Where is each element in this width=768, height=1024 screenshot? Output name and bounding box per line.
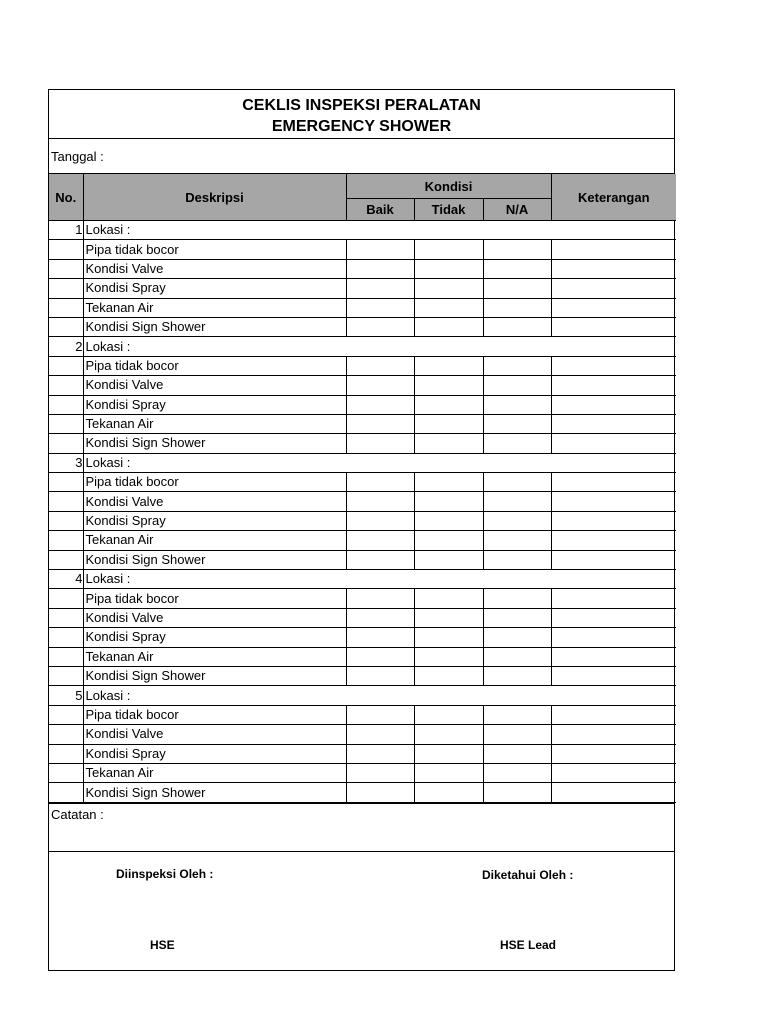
check-not-cell[interactable] bbox=[414, 298, 483, 317]
check-na-cell[interactable] bbox=[483, 763, 551, 782]
checklist-item-row bbox=[49, 589, 676, 608]
remarks-cell[interactable] bbox=[551, 511, 676, 530]
item-description: Kondisi Sign Shower bbox=[83, 434, 346, 453]
check-na-cell[interactable] bbox=[483, 725, 551, 744]
empty-number-cell bbox=[49, 531, 83, 550]
item-description: Tekanan Air bbox=[83, 763, 346, 782]
form-title bbox=[49, 90, 674, 139]
check-na-cell[interactable] bbox=[483, 647, 551, 666]
remarks-cell[interactable] bbox=[551, 434, 676, 453]
header-not: Tidak bbox=[414, 199, 483, 221]
check-good-cell[interactable] bbox=[346, 763, 414, 782]
header-description: Deskripsi bbox=[83, 174, 346, 221]
checklist-item-row bbox=[49, 240, 676, 259]
checklist-item-row bbox=[49, 356, 676, 375]
header-no: No. bbox=[49, 174, 83, 221]
check-good-cell[interactable] bbox=[346, 279, 414, 298]
item-description: Kondisi Sign Shower bbox=[83, 317, 346, 336]
check-na-cell[interactable] bbox=[483, 666, 551, 685]
item-description: Tekanan Air bbox=[83, 531, 346, 550]
check-good-cell[interactable] bbox=[346, 725, 414, 744]
location-row bbox=[49, 221, 676, 240]
remarks-cell[interactable] bbox=[551, 279, 676, 298]
empty-number-cell bbox=[49, 783, 83, 802]
title-line-1: CEKLIS INSPEKSI PERALATAN bbox=[242, 97, 481, 114]
remarks-cell[interactable] bbox=[551, 763, 676, 782]
check-not-cell[interactable] bbox=[414, 705, 483, 724]
location-row bbox=[49, 337, 676, 356]
checklist-item-row bbox=[49, 628, 676, 647]
notes-label: Catatan : bbox=[51, 806, 104, 822]
inspection-form bbox=[48, 89, 675, 971]
remarks-cell[interactable] bbox=[551, 395, 676, 414]
group-number: 3 bbox=[49, 453, 83, 472]
empty-number-cell bbox=[49, 628, 83, 647]
header-condition: Kondisi bbox=[346, 174, 551, 199]
check-good-cell[interactable] bbox=[346, 298, 414, 317]
empty-number-cell bbox=[49, 666, 83, 685]
item-description: Pipa tidak bocor bbox=[83, 589, 346, 608]
item-description: Tekanan Air bbox=[83, 298, 346, 317]
empty-number-cell bbox=[49, 414, 83, 433]
remarks-cell[interactable] bbox=[551, 298, 676, 317]
group-number: 4 bbox=[49, 570, 83, 589]
location-field[interactable]: Lokasi : bbox=[83, 686, 676, 705]
check-good-cell[interactable] bbox=[346, 414, 414, 433]
check-good-cell[interactable] bbox=[346, 705, 414, 724]
checklist-item-row bbox=[49, 259, 676, 278]
check-na-cell[interactable] bbox=[483, 434, 551, 453]
check-na-cell[interactable] bbox=[483, 240, 551, 259]
check-good-cell[interactable] bbox=[346, 240, 414, 259]
check-good-cell[interactable] bbox=[346, 666, 414, 685]
checklist-item-row bbox=[49, 279, 676, 298]
check-good-cell[interactable] bbox=[346, 473, 414, 492]
check-not-cell[interactable] bbox=[414, 666, 483, 685]
check-na-cell[interactable] bbox=[483, 744, 551, 763]
empty-number-cell bbox=[49, 550, 83, 569]
notes-field[interactable] bbox=[49, 803, 674, 852]
check-good-cell[interactable] bbox=[346, 647, 414, 666]
check-na-cell[interactable] bbox=[483, 395, 551, 414]
acknowledged-by-label: Diketahui Oleh : bbox=[482, 867, 574, 882]
checklist-table bbox=[49, 174, 676, 803]
header-na: N/A bbox=[483, 199, 551, 221]
check-not-cell[interactable] bbox=[414, 240, 483, 259]
header-good: Baik bbox=[346, 199, 414, 221]
item-description: Kondisi Valve bbox=[83, 608, 346, 627]
item-description: Kondisi Spray bbox=[83, 744, 346, 763]
check-na-cell[interactable] bbox=[483, 376, 551, 395]
checklist-item-row bbox=[49, 783, 676, 802]
empty-number-cell bbox=[49, 279, 83, 298]
check-na-cell[interactable] bbox=[483, 608, 551, 627]
group-number: 2 bbox=[49, 337, 83, 356]
check-not-cell[interactable] bbox=[414, 744, 483, 763]
check-not-cell[interactable] bbox=[414, 531, 483, 550]
item-description: Pipa tidak bocor bbox=[83, 356, 346, 375]
item-description: Kondisi Spray bbox=[83, 628, 346, 647]
check-good-cell[interactable] bbox=[346, 744, 414, 763]
remarks-cell[interactable] bbox=[551, 376, 676, 395]
item-description: Tekanan Air bbox=[83, 414, 346, 433]
empty-number-cell bbox=[49, 763, 83, 782]
checklist-item-row bbox=[49, 725, 676, 744]
checklist-item-row bbox=[49, 763, 676, 782]
remarks-cell[interactable] bbox=[551, 550, 676, 569]
location-row bbox=[49, 570, 676, 589]
inspector-role: HSE bbox=[150, 937, 175, 952]
remarks-cell[interactable] bbox=[551, 705, 676, 724]
item-description: Kondisi Sign Shower bbox=[83, 550, 346, 569]
checklist-item-row bbox=[49, 531, 676, 550]
inspected-by-label: Diinspeksi Oleh : bbox=[116, 866, 214, 881]
item-description: Pipa tidak bocor bbox=[83, 473, 346, 492]
location-field[interactable]: Lokasi : bbox=[83, 570, 676, 589]
group-number: 1 bbox=[49, 221, 83, 240]
checklist-item-row bbox=[49, 511, 676, 530]
check-not-cell[interactable] bbox=[414, 395, 483, 414]
check-na-cell[interactable] bbox=[483, 492, 551, 511]
check-not-cell[interactable] bbox=[414, 414, 483, 433]
empty-number-cell bbox=[49, 492, 83, 511]
check-good-cell[interactable] bbox=[346, 628, 414, 647]
empty-number-cell bbox=[49, 589, 83, 608]
check-good-cell[interactable] bbox=[346, 783, 414, 802]
check-not-cell[interactable] bbox=[414, 763, 483, 782]
approver-role: HSE Lead bbox=[500, 937, 557, 952]
check-na-cell[interactable] bbox=[483, 317, 551, 336]
check-not-cell[interactable] bbox=[414, 725, 483, 744]
check-na-cell[interactable] bbox=[483, 531, 551, 550]
check-not-cell[interactable] bbox=[414, 376, 483, 395]
empty-number-cell bbox=[49, 434, 83, 453]
remarks-cell[interactable] bbox=[551, 647, 676, 666]
checklist-item-row bbox=[49, 298, 676, 317]
checklist-item-row bbox=[49, 414, 676, 433]
check-na-cell[interactable] bbox=[483, 705, 551, 724]
item-description: Kondisi Sign Shower bbox=[83, 783, 346, 802]
check-na-cell[interactable] bbox=[483, 298, 551, 317]
empty-number-cell bbox=[49, 317, 83, 336]
location-field[interactable]: Lokasi : bbox=[83, 337, 676, 356]
check-na-cell[interactable] bbox=[483, 511, 551, 530]
remarks-cell[interactable] bbox=[551, 666, 676, 685]
remarks-cell[interactable] bbox=[551, 414, 676, 433]
checklist-item-row bbox=[49, 395, 676, 414]
remarks-cell[interactable] bbox=[551, 744, 676, 763]
item-description: Kondisi Spray bbox=[83, 279, 346, 298]
signature-section bbox=[49, 852, 674, 970]
check-na-cell[interactable] bbox=[483, 259, 551, 278]
remarks-cell[interactable] bbox=[551, 259, 676, 278]
remarks-cell[interactable] bbox=[551, 531, 676, 550]
check-good-cell[interactable] bbox=[346, 434, 414, 453]
check-na-cell[interactable] bbox=[483, 783, 551, 802]
checklist-item-row bbox=[49, 705, 676, 724]
check-not-cell[interactable] bbox=[414, 608, 483, 627]
check-na-cell[interactable] bbox=[483, 589, 551, 608]
check-good-cell[interactable] bbox=[346, 395, 414, 414]
check-not-cell[interactable] bbox=[414, 259, 483, 278]
item-description: Kondisi Spray bbox=[83, 511, 346, 530]
check-not-cell[interactable] bbox=[414, 647, 483, 666]
item-description: Kondisi Valve bbox=[83, 492, 346, 511]
check-not-cell[interactable] bbox=[414, 473, 483, 492]
check-good-cell[interactable] bbox=[346, 589, 414, 608]
checklist-item-row bbox=[49, 317, 676, 336]
check-good-cell[interactable] bbox=[346, 531, 414, 550]
check-not-cell[interactable] bbox=[414, 317, 483, 336]
empty-number-cell bbox=[49, 725, 83, 744]
check-na-cell[interactable] bbox=[483, 414, 551, 433]
empty-number-cell bbox=[49, 744, 83, 763]
checklist-item-row bbox=[49, 550, 676, 569]
empty-number-cell bbox=[49, 376, 83, 395]
check-not-cell[interactable] bbox=[414, 356, 483, 375]
empty-number-cell bbox=[49, 473, 83, 492]
date-label: Tanggal : bbox=[51, 149, 104, 164]
remarks-cell[interactable] bbox=[551, 725, 676, 744]
check-na-cell[interactable] bbox=[483, 356, 551, 375]
check-not-cell[interactable] bbox=[414, 434, 483, 453]
remarks-cell[interactable] bbox=[551, 473, 676, 492]
checklist-item-row bbox=[49, 608, 676, 627]
check-good-cell[interactable] bbox=[346, 317, 414, 336]
checklist-item-row bbox=[49, 434, 676, 453]
remarks-cell[interactable] bbox=[551, 356, 676, 375]
check-na-cell[interactable] bbox=[483, 550, 551, 569]
check-good-cell[interactable] bbox=[346, 550, 414, 569]
item-description: Pipa tidak bocor bbox=[83, 705, 346, 724]
remarks-cell[interactable] bbox=[551, 608, 676, 627]
remarks-cell[interactable] bbox=[551, 589, 676, 608]
checklist-item-row bbox=[49, 492, 676, 511]
empty-number-cell bbox=[49, 240, 83, 259]
empty-number-cell bbox=[49, 356, 83, 375]
check-not-cell[interactable] bbox=[414, 783, 483, 802]
check-na-cell[interactable] bbox=[483, 279, 551, 298]
empty-number-cell bbox=[49, 608, 83, 627]
location-field[interactable]: Lokasi : bbox=[83, 221, 676, 240]
check-good-cell[interactable] bbox=[346, 259, 414, 278]
checklist-item-row bbox=[49, 744, 676, 763]
check-not-cell[interactable] bbox=[414, 589, 483, 608]
remarks-cell[interactable] bbox=[551, 492, 676, 511]
group-number: 5 bbox=[49, 686, 83, 705]
header-remarks: Keterangan bbox=[551, 174, 676, 221]
check-not-cell[interactable] bbox=[414, 279, 483, 298]
date-field[interactable] bbox=[49, 139, 674, 174]
check-good-cell[interactable] bbox=[346, 376, 414, 395]
item-description: Kondisi Valve bbox=[83, 259, 346, 278]
check-good-cell[interactable] bbox=[346, 492, 414, 511]
title-line-2: EMERGENCY SHOWER bbox=[271, 118, 452, 135]
check-na-cell[interactable] bbox=[483, 628, 551, 647]
checklist-item-row bbox=[49, 666, 676, 685]
check-not-cell[interactable] bbox=[414, 492, 483, 511]
checklist-item-row bbox=[49, 473, 676, 492]
check-good-cell[interactable] bbox=[346, 356, 414, 375]
remarks-cell[interactable] bbox=[551, 240, 676, 259]
remarks-cell[interactable] bbox=[551, 317, 676, 336]
check-not-cell[interactable] bbox=[414, 550, 483, 569]
item-description: Pipa tidak bocor bbox=[83, 240, 346, 259]
location-row bbox=[49, 453, 676, 472]
empty-number-cell bbox=[49, 647, 83, 666]
item-description: Tekanan Air bbox=[83, 647, 346, 666]
remarks-cell[interactable] bbox=[551, 628, 676, 647]
item-description: Kondisi Sign Shower bbox=[83, 666, 346, 685]
item-description: Kondisi Valve bbox=[83, 725, 346, 744]
location-row bbox=[49, 686, 676, 705]
check-good-cell[interactable] bbox=[346, 511, 414, 530]
checklist-item-row bbox=[49, 376, 676, 395]
empty-number-cell bbox=[49, 259, 83, 278]
check-na-cell[interactable] bbox=[483, 473, 551, 492]
empty-number-cell bbox=[49, 705, 83, 724]
check-not-cell[interactable] bbox=[414, 628, 483, 647]
item-description: Kondisi Spray bbox=[83, 395, 346, 414]
item-description: Kondisi Valve bbox=[83, 376, 346, 395]
checklist-item-row bbox=[49, 647, 676, 666]
location-field[interactable]: Lokasi : bbox=[83, 453, 676, 472]
check-good-cell[interactable] bbox=[346, 608, 414, 627]
empty-number-cell bbox=[49, 298, 83, 317]
remarks-cell[interactable] bbox=[551, 783, 676, 802]
check-not-cell[interactable] bbox=[414, 511, 483, 530]
empty-number-cell bbox=[49, 395, 83, 414]
empty-number-cell bbox=[49, 511, 83, 530]
